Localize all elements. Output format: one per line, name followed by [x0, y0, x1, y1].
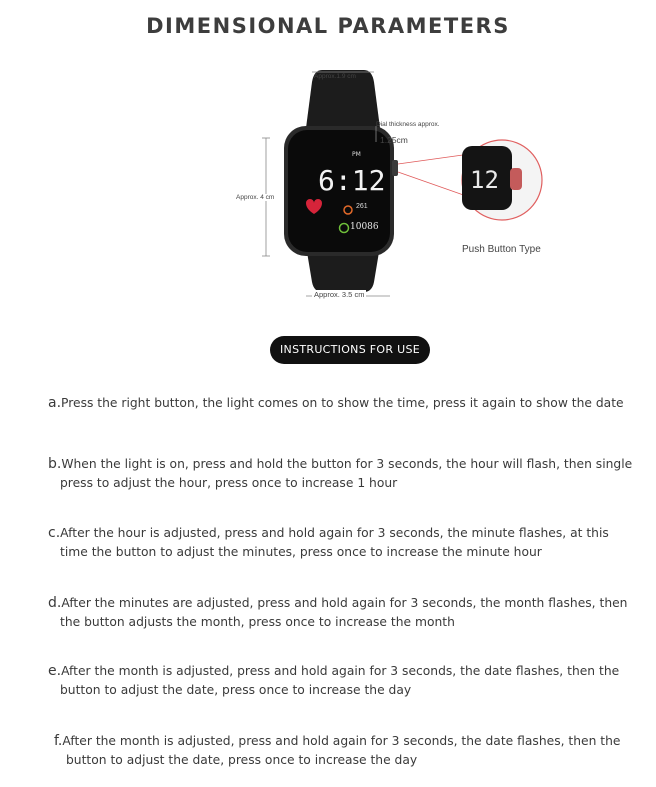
instruction-text-cont: button to adjust the date, press once to increase the day: [60, 683, 412, 697]
instruction-text: Press the right button, the light comes on to show the time, press it again to show the date: [61, 396, 624, 410]
page-title: DIMENSIONAL PARAMETERS: [146, 14, 510, 38]
dial-thickness-label: Dial thickness approx.: [376, 121, 440, 128]
instruction-text: After the month is adjusted, press and hold again for 3 seconds, the date flashes, then the: [62, 734, 621, 748]
instruction-text: After the hour is adjusted, press and hold again for 3 seconds, the minute flashes, at this: [60, 526, 609, 540]
ampm-indicator: PM: [352, 151, 361, 158]
dial-thickness-value: 1.25cm: [380, 135, 408, 145]
bottom-width-label: Approx. 3.5 cm: [314, 290, 365, 299]
instruction-letter: f.: [54, 733, 63, 749]
instruction-b: [48, 455, 648, 493]
watch-illustration: [0, 60, 656, 310]
instruction-f: [54, 732, 654, 770]
watch-time: 6:12: [318, 164, 386, 197]
push-button-highlight: [510, 168, 522, 190]
push-button-type-label: Push Button Type: [462, 244, 541, 255]
zoom-digits: 12: [470, 166, 499, 194]
instruction-letter: d.: [48, 595, 62, 611]
instruction-d: [48, 594, 648, 632]
instruction-text-cont: time the button to adjust the minutes, press once to increase the minute hour: [60, 545, 542, 559]
height-label: Approx. 4 cm: [236, 194, 275, 201]
instruction-e: [48, 662, 648, 700]
instruction-letter: c.: [48, 525, 61, 541]
instruction-text: After the minutes are adjusted, press and hold again for 3 seconds, the month flashes, then: [61, 596, 628, 610]
instruction-text-cont: button to adjust the date, press once to increase the day: [66, 753, 418, 767]
steps-value: 10086: [350, 222, 379, 232]
instruction-letter: e.: [48, 663, 62, 679]
instruction-c: [48, 524, 648, 562]
instruction-text-cont: the button adjusts the month, press once to increase the month: [60, 615, 455, 629]
watch-dimension-diagram: [0, 60, 656, 310]
instructions-button[interactable]: INSTRUCTIONS FOR USE: [270, 336, 430, 364]
instruction-text: After the month is adjusted, press and hold again for 3 seconds, the date flashes, then the: [61, 664, 620, 678]
instruction-text-cont: press to adjust the hour, press once to increase 1 hour: [60, 476, 398, 490]
instruction-letter: a.: [48, 395, 62, 411]
instruction-a: [48, 394, 648, 413]
calories-value: 261: [356, 203, 368, 210]
instruction-text: When the light is on, press and hold the button for 3 seconds, the hour will flash, then single: [61, 457, 633, 471]
top-width-label: Approx.1.9 cm: [314, 73, 356, 80]
instruction-letter: b.: [48, 456, 62, 472]
